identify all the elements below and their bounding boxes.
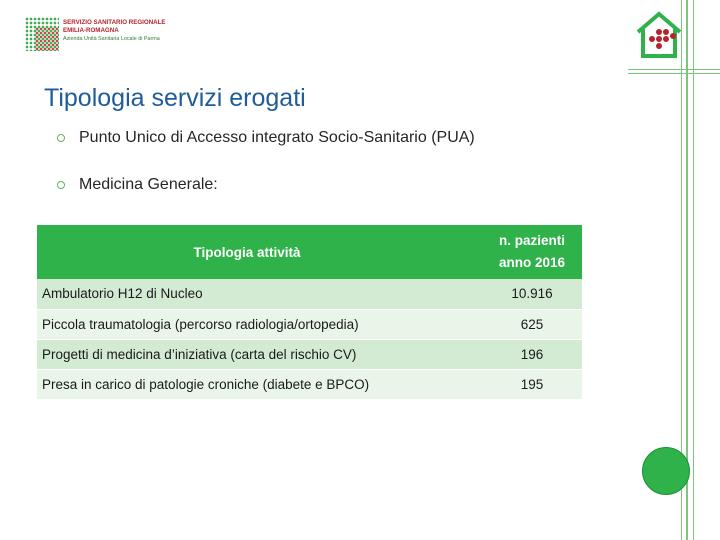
table-row [37,279,582,309]
decorative-circle [642,447,690,495]
patients-cell: 10.916 [482,279,582,309]
header-activity-type: Tipologia attività [193,244,301,260]
logo-line-3: Azienda Unità Sanitaria Locale di Parma [63,36,160,42]
table-row [37,309,582,339]
header-patient-count [482,225,582,279]
activity-cell: Ambulatorio H12 di Nucleo [37,279,482,309]
border-line [693,0,694,540]
border-line [628,69,720,70]
patients-cell: 195 [482,369,582,399]
table-header-row [37,225,582,279]
bullet-item [57,129,475,147]
slide-title: Tipologia servizi erogati [44,84,306,112]
logo-line-2: EMILIA-ROMAGNA [63,27,119,34]
header-patient-count-line1: n. pazienti [498,233,565,248]
bullet-item [57,176,218,194]
bullet-circle-icon [57,134,65,142]
logo-dot-grid-red [35,27,59,51]
table-row [37,339,582,369]
activity-cell: Presa in carico di patologie croniche (diabete e BPCO) [37,369,482,399]
table-row [37,369,582,399]
patients-cell: 196 [482,339,582,369]
bullet-text: Punto Unico di Accesso integrato Socio-Sanitario (PUA) [79,129,475,146]
activity-cell: Progetti di medicina d’iniziativa (carta del rischio CV) [37,339,482,369]
house-icon [634,10,684,60]
services-table [37,225,582,400]
logo-line-1: SERVIZIO SANITARIO REGIONALE [63,19,166,26]
bullet-circle-icon [57,181,65,189]
logo-text [63,19,166,43]
header-patient-count-line2: anno 2016 [498,255,566,270]
border-line [628,73,720,74]
bullet-text: Medicina Generale: [79,176,218,193]
activity-cell: Piccola traumatologia (percorso radiologia/ortopedia) [37,309,482,339]
patients-cell: 625 [482,309,582,339]
